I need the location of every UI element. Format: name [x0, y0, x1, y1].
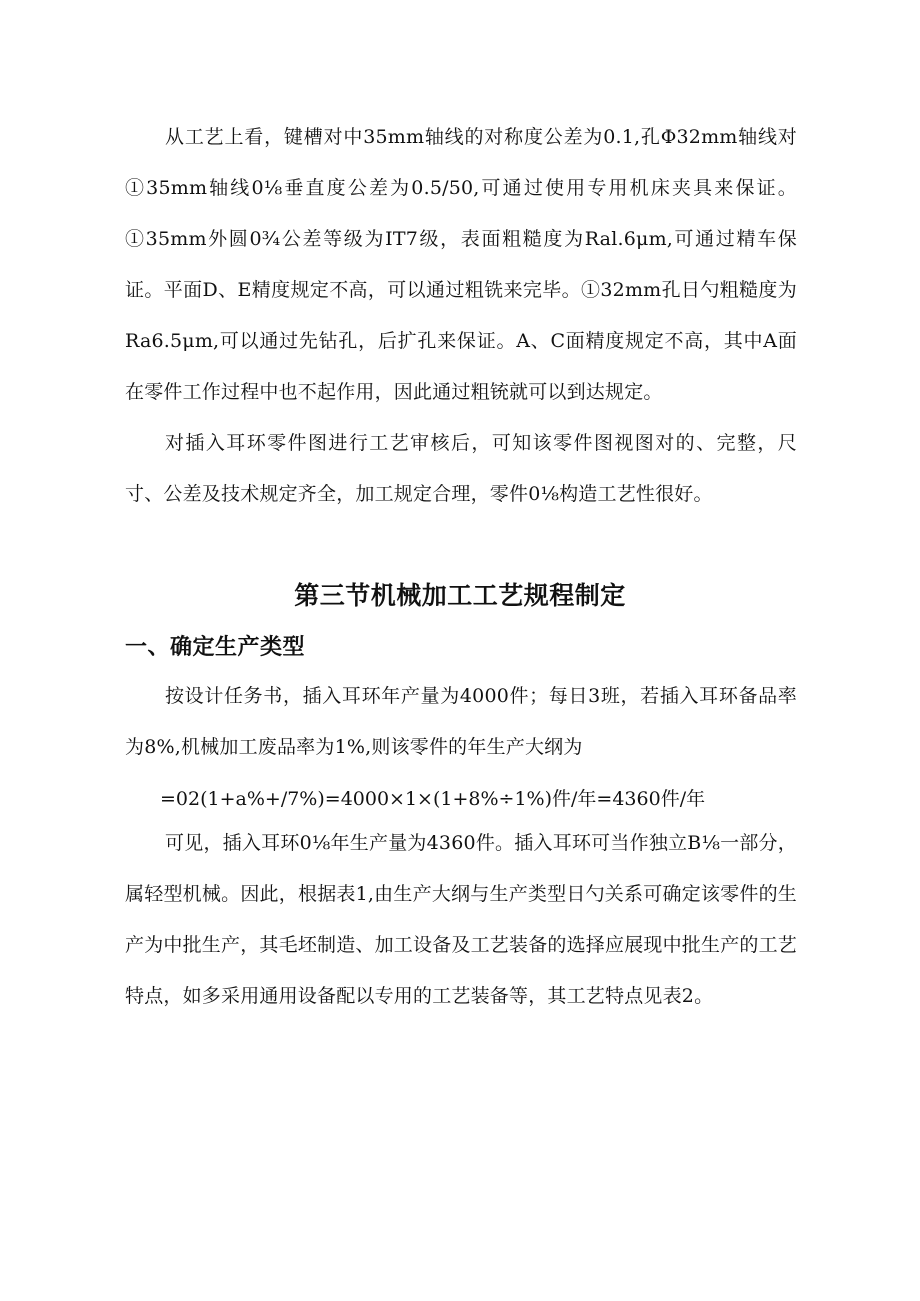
paragraph-production-plan: 按设计任务书，插入耳环年产量为4000件；每日3班，若插入耳环备品率为8%,机械加工废品率为1%,则该零件的年生产大纲为 — [125, 685, 797, 758]
section-title: 第三节机械加工工艺规程制定 — [294, 581, 626, 610]
paragraph-production-conclusion: 可见，插入耳环0⅛年生产量为4360件。插入耳环可当作独立B⅛一部分，属轻型机械。因此，根据表1,由生产大纲与生产类型日勺关系可确定该零件的生产为中批生产，其毛坯制造、加工设备及工艺装备的选择应展现中批生产的工艺特点，如多采用通用设备配以专用的工艺装备等，其工艺特点见表2。 — [125, 832, 798, 1007]
formula-annual-output: =02(1+a%+/7%)=4000×1×(1+8%÷1%)件/年=4360件/年 — [160, 788, 706, 810]
paragraph-process-review: 对插入耳环零件图进行工艺审核后，可知该零件图视图对的、完整，尺寸、公差及技术规定齐全，加工规定合理，零件0⅛构造工艺性很好。 — [125, 432, 797, 505]
subheading-production-type: 一、确定生产类型 — [125, 634, 306, 660]
paragraph-process-analysis: 从工艺上看，键槽对中35mm轴线的对称度公差为0.1,孔Φ32mm轴线对①35mm轴线0⅛垂直度公差为0.5/50,可通过使用专用机床夹具来保证。①35mm外圆0¾公差等级为IT7级，表面粗糙度为Ral.6μm,可通过精车保证。平面D、E精度规定不高，可以通过粗铣来完毕。①32mm孔日勺粗糙度为Ra6.5μm,可以通过先钻孔，后扩孔来保证。A、C面精度规定不高，其中A面在零件工作过程中也不起作用，因此通过粗铳就可以到达规定。 — [125, 126, 797, 403]
